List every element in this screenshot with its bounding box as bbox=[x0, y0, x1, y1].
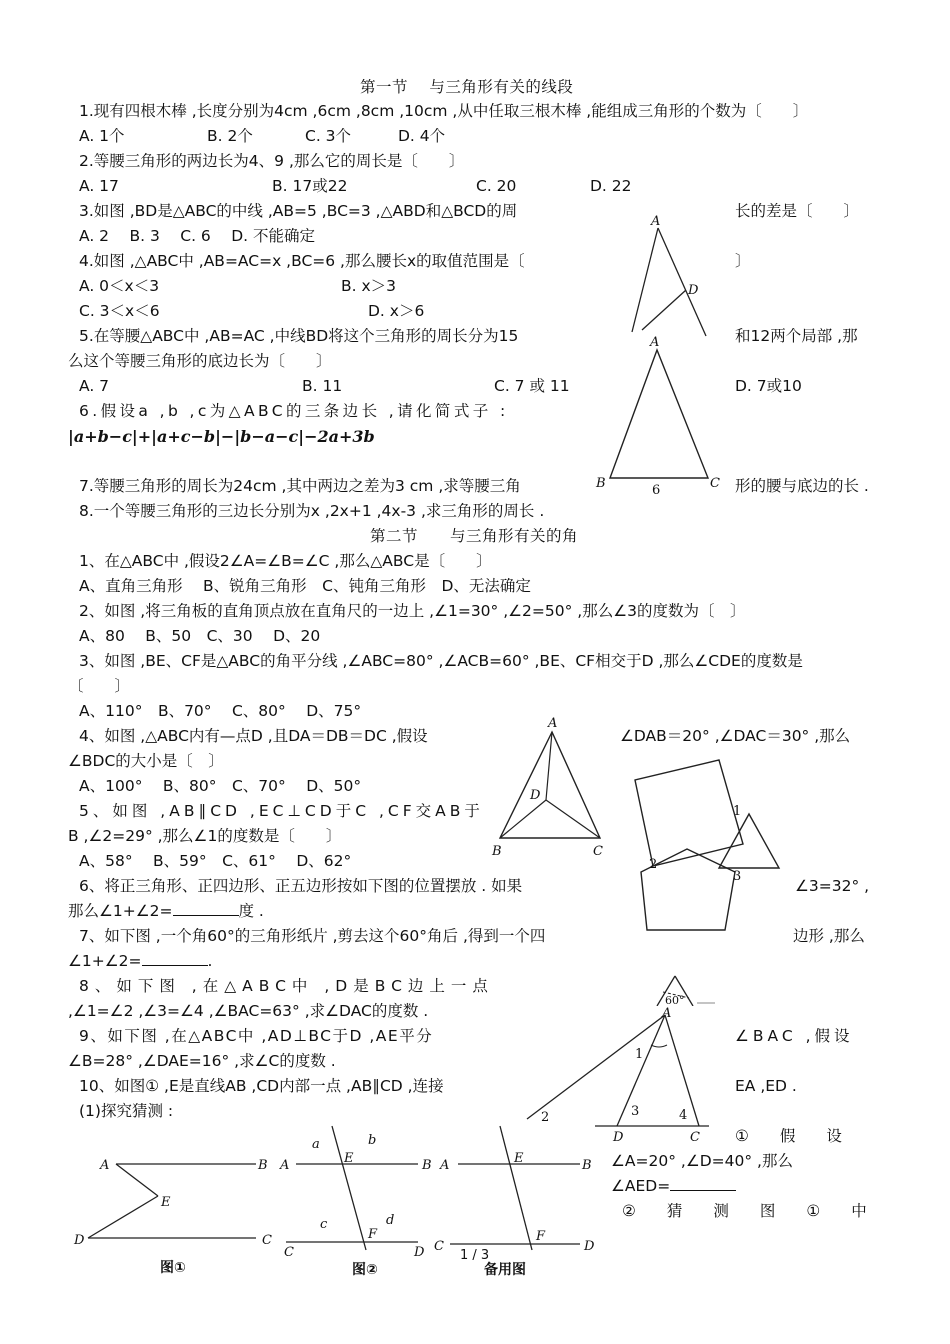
fig1-side-ac bbox=[658, 228, 706, 336]
fig2-label-c: C bbox=[710, 476, 720, 491]
s1-q1-option-d: D. 4个 bbox=[398, 127, 446, 145]
fig7-segment-ed bbox=[88, 1196, 158, 1238]
s2-q10-part3: (1)探究猜测 : bbox=[79, 1102, 174, 1120]
s1-q1: 1.现有四根木棒 ,长度分别为4cm ,6cm ,8cm ,10cm ,从中任取三根木棒 ,能组成三角形的个数为〔 〕 bbox=[79, 102, 809, 120]
s2-q3-options: A、110° B、70° C、80° D、75° bbox=[79, 702, 362, 720]
s2-q6-part3: 那么∠1+∠2= bbox=[68, 902, 173, 920]
s2-q9-part2: ∠BAC ,假设 bbox=[735, 1027, 854, 1045]
s2-q1-options: A、直角三角形 B、锐角三角形 C、钝角三角形 D、无法确定 bbox=[79, 577, 531, 595]
fig8-transversal bbox=[332, 1126, 366, 1250]
s1-q4-option-b: B. x＞3 bbox=[341, 277, 397, 295]
s2-q3-part2: 〔 〕 bbox=[68, 677, 131, 695]
s2-q6-part1: 6、将正三角形、正四边形、正五边形按如下图的位置摆放 . 如果 bbox=[79, 877, 523, 895]
fig7-label-b: B bbox=[258, 1158, 268, 1173]
fig9-label-b: B bbox=[582, 1158, 592, 1173]
figure-isosceles-triangle bbox=[590, 330, 730, 500]
fig7-segment-ae bbox=[116, 1164, 158, 1196]
s2-q6-answer-blank[interactable] bbox=[173, 901, 239, 916]
s1-q6: 6.假设a ,b ,c为△ABC的三条边长 ,请化简式子 : bbox=[79, 402, 509, 420]
fig8-caption: 图② bbox=[352, 1262, 378, 1278]
fig8-label-b-angle: b bbox=[368, 1133, 377, 1148]
s2-q10-answer-blank[interactable] bbox=[670, 1176, 736, 1191]
fig3-label-b: B bbox=[492, 844, 502, 859]
fig5-label-angle: 60° bbox=[665, 994, 685, 1006]
figure-triangle-abd bbox=[620, 212, 720, 342]
s1-q5-part2: 和12两个局部 ,那 bbox=[735, 327, 858, 345]
fig9-label-a: A bbox=[440, 1158, 450, 1173]
s1-q7-part1: 7.等腰三角形的周长为24cm ,其中两边之差为3 cm ,求等腰三角 bbox=[79, 477, 521, 495]
s2-q7-part2: 边形 ,那么 bbox=[793, 927, 865, 945]
s1-q5-option-a: A. 7 bbox=[79, 377, 110, 395]
s2-q10-part7: ② 猜 测 图 ① 中 bbox=[622, 1202, 867, 1220]
fig8-label-e: E bbox=[344, 1151, 354, 1166]
fig6-label-1: 1 bbox=[635, 1047, 644, 1062]
figure-triangle-interior-d bbox=[488, 712, 618, 862]
s2-q7-part4: . bbox=[207, 952, 213, 970]
s2-q5-part1: 5、如图 ,AB∥CD ,EC⊥CD于C ,CF交AB于 bbox=[79, 802, 484, 820]
s1-q2: 2.等腰三角形的两边长为4、9 ,那么它的周长是〔 〕 bbox=[79, 152, 465, 170]
figure-spare bbox=[432, 1122, 607, 1282]
fig9-label-f: F bbox=[536, 1229, 546, 1244]
s2-q4-part1: 4、如图 ,△ABC内有—点D ,且DA＝DB＝DC ,假设 bbox=[79, 727, 428, 745]
page-number: 1 / 3 bbox=[460, 1248, 490, 1263]
s2-q1: 1、在△ABC中 ,假设2∠A=∠B=∠C ,那么△ABC是〔 〕 bbox=[79, 552, 492, 570]
s1-q4-option-a: A. 0＜x＜3 bbox=[79, 277, 160, 295]
fig6-angle-arc bbox=[651, 1045, 667, 1047]
fig9-label-c: C bbox=[434, 1239, 444, 1254]
fig8-label-f: F bbox=[368, 1227, 378, 1242]
s1-q2-option-a: A. 17 bbox=[79, 177, 119, 195]
s2-q5-options: A、58° B、59° C、61° D、62° bbox=[79, 852, 352, 870]
fig7-label-d: D bbox=[74, 1233, 85, 1248]
s1-q4-part1: 4.如图 ,△ABC中 ,AB=AC=x ,BC=6 ,那么腰长x的取值范围是〔 bbox=[79, 252, 525, 270]
s1-q4-option-d: D. x＞6 bbox=[368, 302, 425, 320]
s1-q5-part1: 5.在等腰△ABC中 ,AB=AC ,中线BD将这个三角形的周长分为15 bbox=[79, 327, 519, 345]
fig8-label-a-angle: a bbox=[312, 1137, 320, 1152]
fig6-label-a: A bbox=[662, 1006, 672, 1021]
fig4-label-1: 1 bbox=[733, 804, 742, 819]
s2-q7-answer-blank[interactable] bbox=[142, 951, 208, 966]
fig3-label-d: D bbox=[530, 788, 541, 803]
s1-q1-option-a: A. 1个 bbox=[79, 127, 125, 145]
s1-q4-option-c: C. 3＜x＜6 bbox=[79, 302, 160, 320]
fig2-label-base: 6 bbox=[652, 483, 661, 498]
fig3-segment-bd bbox=[500, 800, 546, 838]
s1-q5-option-b: B. 11 bbox=[302, 377, 343, 395]
fig1-label-d: D bbox=[688, 283, 699, 298]
fig6-label-d: D bbox=[613, 1130, 624, 1145]
s1-q1-option-c: C. 3个 bbox=[305, 127, 352, 145]
s2-q4-part3: ∠BDC的大小是〔 〕 bbox=[68, 752, 224, 770]
fig9-label-e: E bbox=[514, 1151, 524, 1166]
s2-q4-part2: ∠DAB＝20° ,∠DAC＝30° ,那么 bbox=[620, 727, 851, 745]
s2-q9-part3: ∠B=28° ,∠DAE=16° ,求∠C的度数 . bbox=[68, 1052, 336, 1070]
s1-q8: 8.一个等腰三角形的三边长分别为x ,2x+1 ,4x-3 ,求三角形的周长 . bbox=[79, 502, 545, 520]
fig2-label-b: B bbox=[596, 476, 606, 491]
s1-q3-part2: 长的差是〔 〕 bbox=[735, 202, 860, 220]
s1-q3-part1: 3.如图 ,BD是△ABC的中线 ,AB=5 ,BC=3 ,△ABD和△BCD的周 bbox=[79, 202, 518, 220]
fig1-median-bd bbox=[642, 290, 686, 330]
s2-q5-part2: B ,∠2=29° ,那么∠1的度数是〔 〕 bbox=[68, 827, 342, 845]
fig1-label-a: A bbox=[651, 214, 661, 229]
s2-q3: 3、如图 ,BE、CF是△ABC的角平分线 ,∠ABC=80° ,∠ACB=60° ,BE、CF相交于D ,那么∠CDE的度数是 bbox=[79, 652, 803, 670]
s2-q10-part6: ∠AED= bbox=[611, 1177, 671, 1195]
fig9-transversal bbox=[500, 1126, 532, 1250]
figure-60-degree-corner bbox=[645, 972, 725, 1006]
s2-q8-part1: 8、如下图 ,在△ABC中 ,D是BC边上一点 bbox=[79, 977, 494, 995]
s1-q2-option-d: D. 22 bbox=[590, 177, 632, 195]
fig7-label-c: C bbox=[262, 1233, 272, 1248]
s1-q3-options: A. 2 B. 3 C. 6 D. 不能确定 bbox=[79, 227, 316, 245]
s2-q7-part1: 7、如下图 ,一个角60°的三角形纸片 ,剪去这个60°角后 ,得到一个四 bbox=[79, 927, 546, 945]
s2-q2-options: A、80 B、50 C、30 D、20 bbox=[79, 627, 321, 645]
s1-q4-part2: 〕 bbox=[735, 252, 751, 270]
fig6-segment-ad bbox=[617, 1015, 665, 1126]
fig3-label-a: A bbox=[548, 716, 558, 731]
s1-q2-option-c: C. 20 bbox=[476, 177, 517, 195]
fig6-line-ab bbox=[527, 1015, 665, 1119]
fig4-label-3: 3 bbox=[733, 869, 742, 884]
fig9-caption: 备用图 bbox=[484, 1262, 526, 1278]
s2-q7-part3: ∠1+∠2= bbox=[68, 952, 142, 970]
fig2-triangle bbox=[610, 350, 708, 478]
s1-q1-option-b: B. 2个 bbox=[207, 127, 253, 145]
fig7-label-a: A bbox=[100, 1158, 110, 1173]
fig8-label-c-angle: c bbox=[320, 1217, 328, 1232]
s2-q4-options: A、100° B、80° C、70° D、50° bbox=[79, 777, 362, 795]
fig4-label-2: 2 bbox=[649, 857, 658, 872]
fig3-label-c: C bbox=[593, 844, 603, 859]
fig6-label-2: 2 bbox=[541, 1110, 550, 1125]
section2-title: 第二节 与三角形有关的角 bbox=[370, 527, 579, 545]
s1-q2-option-b: B. 17或22 bbox=[272, 177, 348, 195]
figure-2-parallel-transversal bbox=[276, 1122, 436, 1282]
fig4-triangle bbox=[719, 814, 779, 868]
fig2-label-a: A bbox=[650, 335, 660, 350]
s2-q9-part1: 9、如下图 ,在△ABC中 ,AD⊥BC于D ,AE平分 bbox=[79, 1027, 434, 1045]
fig8-label-d-angle: d bbox=[386, 1213, 395, 1228]
figure-polygons bbox=[625, 752, 785, 942]
fig8-label-b: B bbox=[422, 1158, 432, 1173]
fig6-label-c: C bbox=[690, 1130, 700, 1145]
fig8-label-a: A bbox=[280, 1158, 290, 1173]
fig1-side-ab bbox=[632, 228, 658, 332]
fig8-label-c: C bbox=[284, 1245, 294, 1260]
fig6-label-3: 3 bbox=[631, 1104, 640, 1119]
fig8-label-d: D bbox=[414, 1245, 425, 1260]
s1-q5-option-d: D. 7或10 bbox=[735, 377, 802, 395]
s2-q10-part2: EA ,ED . bbox=[735, 1077, 797, 1095]
s1-q6-expression: |a+b−c|+|a+c−b|−|b−a−c|−2a+3b bbox=[68, 427, 375, 446]
s2-q10-part1: 10、如图① ,E是直线AB ,CD内部一点 ,AB∥CD ,连接 bbox=[79, 1077, 444, 1095]
s2-q6-part4: 度 . bbox=[238, 902, 264, 920]
s2-q2: 2、如图 ,将三角板的直角顶点放在直角尺的一边上 ,∠1=30° ,∠2=50° ,那么∠3的度数为〔 〕 bbox=[79, 602, 746, 620]
fig6-label-4: 4 bbox=[679, 1108, 688, 1123]
s1-q5-option-c: C. 7 或 11 bbox=[494, 377, 570, 395]
fig7-label-e: E bbox=[161, 1195, 171, 1210]
s2-q6-part2: ∠3=32° , bbox=[795, 877, 870, 895]
fig9-label-d: D bbox=[584, 1239, 595, 1254]
s2-q10-part4: ① 假 设 bbox=[735, 1127, 842, 1145]
fig7-caption: 图① bbox=[160, 1260, 186, 1276]
section1-title: 第一节 与三角形有关的线段 bbox=[360, 78, 574, 96]
s2-q10-part5: ∠A=20° ,∠D=40° ,那么 bbox=[611, 1152, 793, 1170]
s1-q5-part3: 么这个等腰三角形的底边长为〔 〕 bbox=[68, 352, 332, 370]
s2-q8-part2: ,∠1=∠2 ,∠3=∠4 ,∠BAC=63° ,求∠DAC的度数 . bbox=[68, 1002, 429, 1020]
figure-1-parallel-lines-e bbox=[70, 1152, 280, 1280]
s1-q7-part2: 形的腰与底边的长 . bbox=[735, 477, 869, 495]
